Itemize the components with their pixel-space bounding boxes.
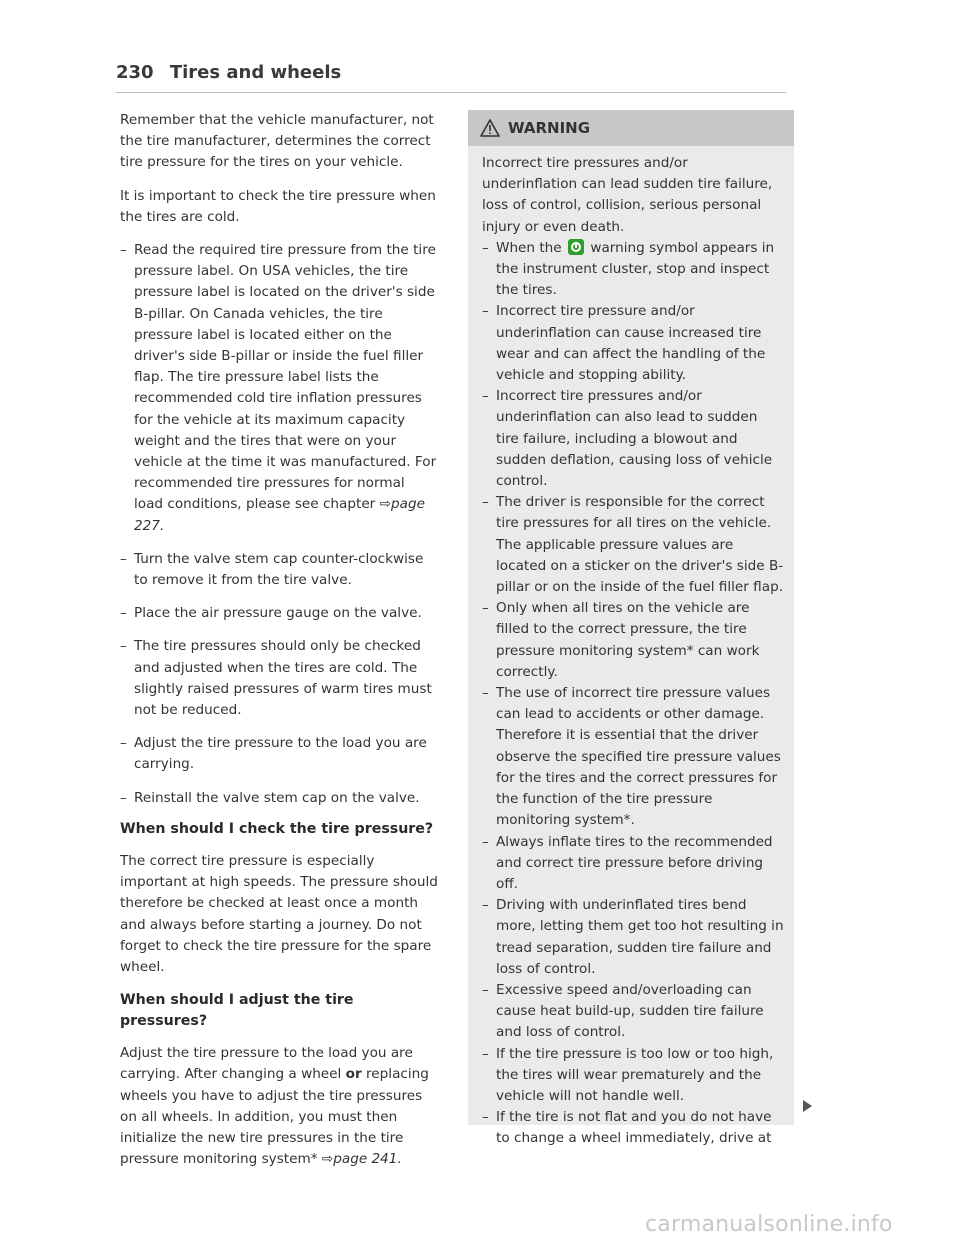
page-number: 230 xyxy=(116,62,154,83)
section-heading-check: When should I check the tire pressure? xyxy=(120,820,434,837)
warning-item: – When the warning symbol appears in the instrument cluster, stop and inspect the tires. xyxy=(482,239,775,299)
watermark: carmanualsonline.info xyxy=(645,1212,893,1237)
warning-item: – Driving with underinflated tires bend more, letting them get too hot resulting in tread separation, sudden tire failure and loss of control. xyxy=(482,897,784,977)
warning-item: – Only when all tires on the vehicle are filled to the correct pressure, the tire pressure monitoring system* can work correctly. xyxy=(482,600,760,680)
warning-header xyxy=(468,110,794,146)
section-heading-adjust: When should I adjust the tire pressures? xyxy=(120,992,354,1030)
chapter-title: Tires and wheels xyxy=(169,62,342,83)
step-item: – The tire pressures should only be checked and adjusted when the tires are cold. The slightly raised pressures of warm tires must not be reduced. xyxy=(120,638,432,719)
left-column xyxy=(120,110,438,1182)
step-item: – Read the required tire pressure from the tire pressure label. On USA vehicles, the tire pressure label is located on the driver's side B-pillar. On Canada vehicles, the tire pressure label is located either on the driver's side B-pillar or inside the fuel filler flap. The tire pressure label lists the recommended cold tire inflation pressures for the vehicle at its maximum capacity weight and the tires that were on your vehicle at the time it was manufactured. For recommended tire pressures for normal load conditions, please see chapter ⇨page 227. xyxy=(120,242,437,534)
tire-pressure-warning-icon xyxy=(568,239,584,255)
intro-paragraph-2: It is important to check the tire pressure when the tires are cold. xyxy=(120,187,436,225)
warning-body xyxy=(468,146,794,1150)
step-item: – Reinstall the valve stem cap on the valve. xyxy=(120,789,420,806)
check-paragraph: The correct tire pressure is especially important at high speeds. The pressure should therefore be checked at least once a month and always before starting a journey. Do not forget to check the tire pressure for the spare wheel. xyxy=(120,852,438,975)
page-reference-link[interactable]: ⇨page 227. xyxy=(134,496,425,534)
intro-paragraph: Remember that the vehicle manufacturer, not the tire manufacturer, determines the correct tire pressure for the tires on your vehicle. xyxy=(120,112,434,171)
warning-item: – If the tire is not flat and you do not have to change a wheel immediately, drive at xyxy=(482,1109,772,1147)
page-reference-link[interactable]: ⇨page 241. xyxy=(321,1151,402,1168)
warning-triangle-icon xyxy=(480,119,500,137)
warning-item: – If the tire pressure is too low or too high, the tires will wear prematurely and the vehicle will not handle well. xyxy=(482,1045,774,1104)
warning-intro: Incorrect tire pressures and/or underinflation can lead sudden tire failure, loss of control, collision, serious personal injury or even death. xyxy=(482,155,773,235)
continue-arrow-icon xyxy=(803,1100,812,1112)
warning-title: WARNING xyxy=(508,119,591,137)
warning-item: – Excessive speed and/overloading can cause heat build-up, sudden tire failure and loss of control. xyxy=(482,981,764,1041)
step-item: – Turn the valve stem cap counter-clockwise to remove it from the tire valve. xyxy=(120,550,424,589)
adjust-paragraph: Adjust the tire pressure to the load you are carrying. After changing a wheel or replacing wheels you have to adjust the tire pressures on all wheels. In addition, you must then initialize the new tire pressures in the tire pressure monitoring system* ⇨page 241. xyxy=(120,1045,429,1168)
warning-item: – Incorrect tire pressure and/or underinflation can cause increased tire wear and can affect the handling of the vehicle and stopping ability. xyxy=(482,303,766,384)
warning-item: – Always inflate tires to the recommended and correct tire pressure before driving off. xyxy=(482,833,773,892)
warning-item: – Incorrect tire pressures and/or underinflation can also lead to sudden tire failure, including a blowout and sudden deflation, causing loss of vehicle control. xyxy=(482,388,773,490)
warning-box xyxy=(468,110,794,1147)
step-item: – Place the air pressure gauge on the valve. xyxy=(120,605,422,622)
warning-item: – The use of incorrect tire pressure values can lead to accidents or other damage. Therefore it is essential that the driver observe the specified tire pressure values for the tires and the correct pressures for the function of the tire pressure monitoring system*. xyxy=(482,685,781,829)
page-header xyxy=(116,62,786,93)
warning-item: – The driver is responsible for the correct tire pressures for all tires on the vehicle. The applicable pressure values are located on a sticker on the driver's side B-pillar or on the inside of the fuel filler flap. xyxy=(482,494,784,596)
step-item: – Adjust the tire pressure to the load you are carrying. xyxy=(120,735,427,773)
